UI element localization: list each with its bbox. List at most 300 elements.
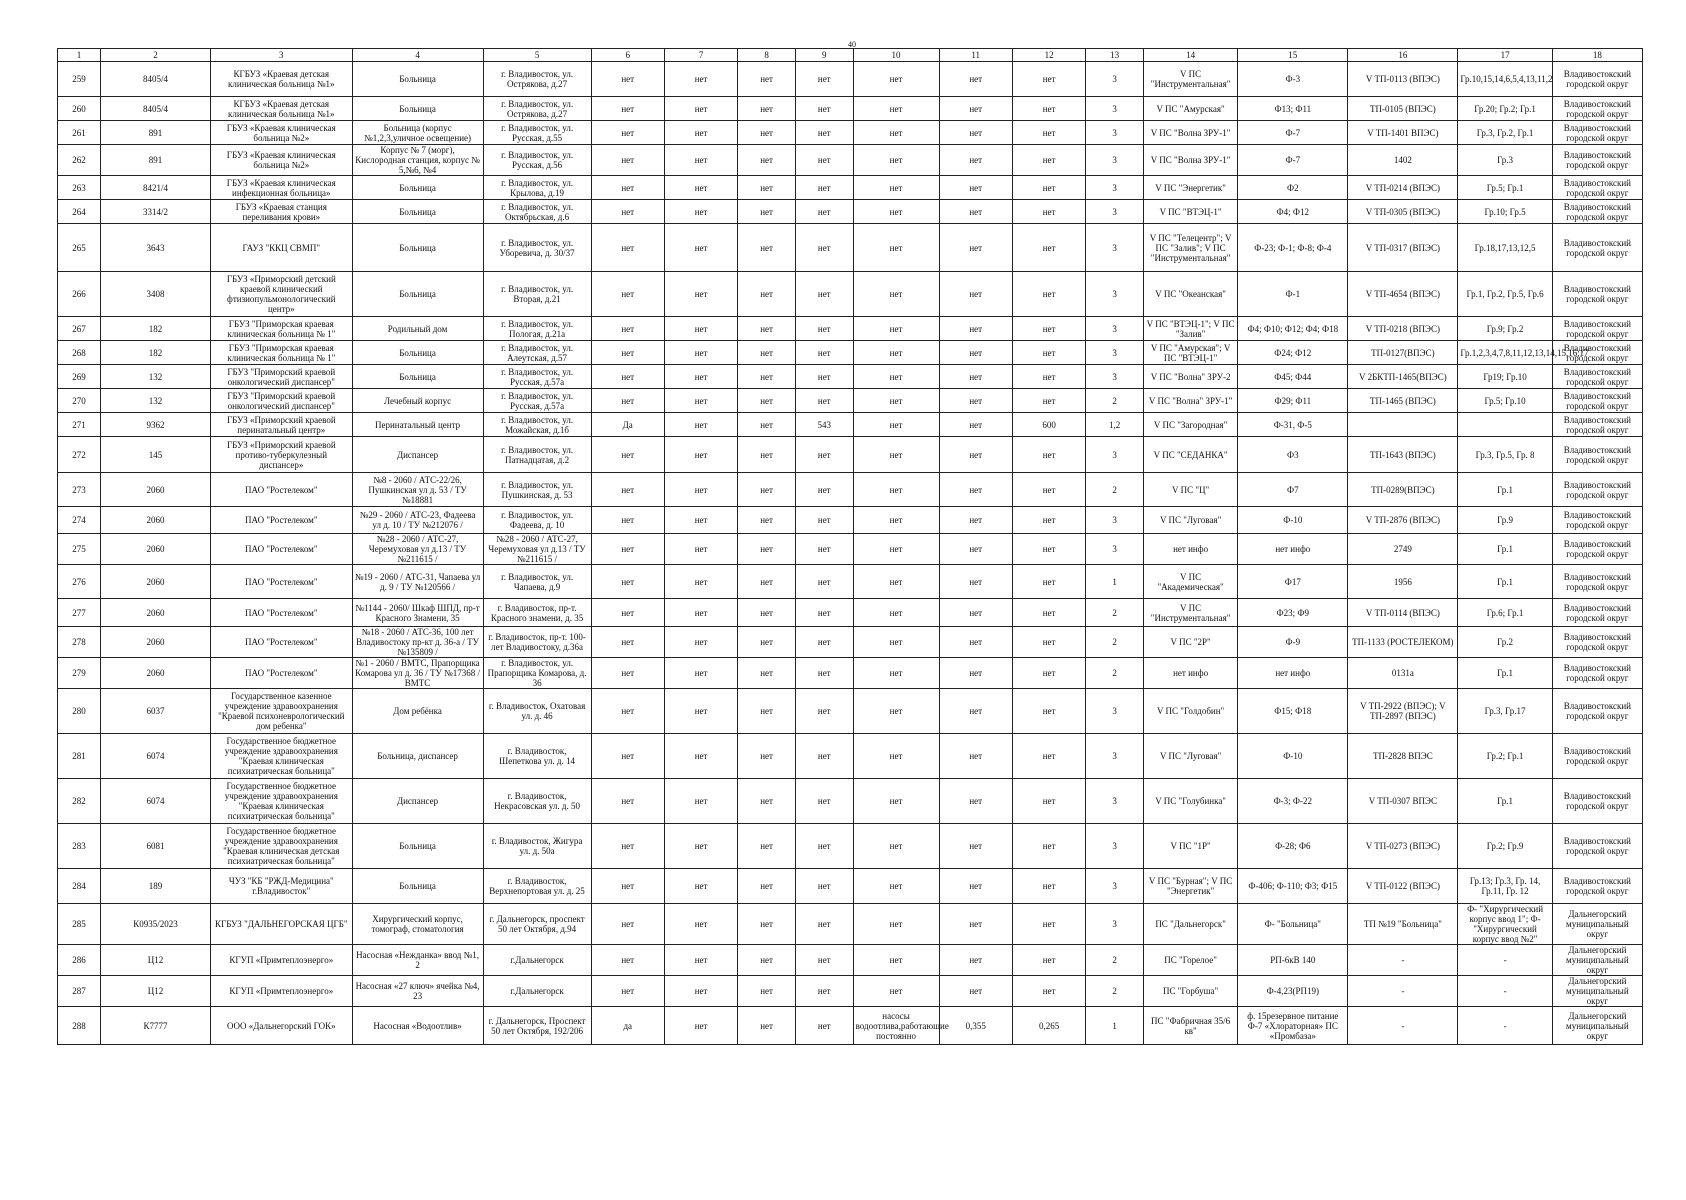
table-row: [58, 389, 1643, 413]
table-cell: Государственное бюджетное учреждение здравоохранения "Краевая клиническая детская психиатрическая больница": [211, 824, 353, 869]
table-cell: нет: [738, 779, 796, 824]
table-cell: Больница: [352, 341, 483, 365]
table-cell: 286: [58, 945, 101, 976]
table-cell: 3: [1086, 224, 1144, 272]
table-cell: Гр.5; Гр.1: [1458, 176, 1552, 200]
table-cell: Гр.3, Гр.17: [1458, 689, 1552, 734]
table-cell: нет: [939, 341, 1012, 365]
table-cell: Гр.13; Гр.3, Гр. 14, Гр.11, Гр. 12: [1458, 869, 1552, 904]
table-cell: 2060: [100, 627, 210, 658]
table-cell: 281: [58, 734, 101, 779]
table-cell: 2060: [100, 565, 210, 599]
table-cell: 2060: [100, 658, 210, 689]
column-number-header: 2: [100, 49, 210, 62]
table-cell: г. Владивосток, ул. Уборевича, д. 30/37: [483, 224, 591, 272]
table-cell: 266: [58, 272, 101, 317]
table-cell: г.Дальнегорск: [483, 945, 591, 976]
table-cell: Ф-28; Ф6: [1238, 824, 1348, 869]
table-cell: нет: [853, 224, 939, 272]
table-cell: нет: [591, 734, 664, 779]
table-cell: нет: [591, 627, 664, 658]
table-cell: нет: [939, 389, 1012, 413]
table-cell: V ТП-4654 (ВПЭС): [1348, 272, 1458, 317]
table-cell: V ПС "2Р": [1143, 627, 1237, 658]
column-number-header: 5: [483, 49, 591, 62]
table-cell: V ПС "Волна" ЗРУ-2: [1143, 365, 1237, 389]
table-cell: нет: [591, 779, 664, 824]
table-cell: 268: [58, 341, 101, 365]
table-cell: Владивостокский городской округ: [1552, 689, 1642, 734]
table-cell: 262: [58, 145, 101, 176]
table-cell: 263: [58, 176, 101, 200]
table-cell: Больница: [352, 62, 483, 97]
table-cell: нет: [795, 365, 853, 389]
table-cell: Корпус № 7 (морг), Кислородная станция, корпус № 5,№6, №4: [352, 145, 483, 176]
table-row: [58, 658, 1643, 689]
table-cell: нет: [853, 627, 939, 658]
table-cell: нет: [738, 145, 796, 176]
table-cell: нет: [853, 904, 939, 945]
table-row: [58, 534, 1643, 565]
table-cell: ПАО "Ростелеком": [211, 473, 353, 507]
table-cell: 3: [1086, 779, 1144, 824]
table-cell: 3: [1086, 904, 1144, 945]
table-cell: Владивостокский городской округ: [1552, 599, 1642, 627]
table-cell: г. Владивосток, Охатовая ул. д. 46: [483, 689, 591, 734]
table-cell: Гр.2; Гр.1: [1458, 734, 1552, 779]
table-cell: 264: [58, 200, 101, 224]
table-cell: 2: [1086, 599, 1144, 627]
column-number-header: 10: [853, 49, 939, 62]
table-cell: 285: [58, 904, 101, 945]
table-cell: Гр.1: [1458, 534, 1552, 565]
table-cell: нет: [939, 869, 1012, 904]
table-cell: нет: [1012, 627, 1085, 658]
table-cell: г. Владивосток, ул. Русская, д.55: [483, 121, 591, 145]
table-cell: Владивостокский городской округ: [1552, 341, 1642, 365]
table-cell: ПАО "Ростелеком": [211, 627, 353, 658]
table-cell: -: [1458, 945, 1552, 976]
table-cell: V ТП-0113 (ВПЭС): [1348, 62, 1458, 97]
table-row: [58, 507, 1643, 534]
table-cell: нет: [591, 341, 664, 365]
table-cell: нет: [1012, 272, 1085, 317]
table-cell: нет: [591, 976, 664, 1007]
table-cell: нет: [591, 565, 664, 599]
table-cell: нет: [738, 565, 796, 599]
table-cell: ПС "Фабричная 35/6 кв": [1143, 1007, 1237, 1045]
table-cell: V ПС "Луговая": [1143, 734, 1237, 779]
table-cell: нет: [795, 565, 853, 599]
table-cell: КГУП «Примтеплоэнерго»: [211, 945, 353, 976]
table-cell: нет: [853, 341, 939, 365]
table-cell: 6081: [100, 824, 210, 869]
table-cell: нет: [795, 976, 853, 1007]
table-cell: нет: [738, 904, 796, 945]
table-cell: нет: [939, 272, 1012, 317]
table-row: [58, 365, 1643, 389]
table-cell: нет: [664, 824, 737, 869]
table-cell: Да: [591, 413, 664, 437]
table-cell: Владивостокский городской округ: [1552, 62, 1642, 97]
table-cell: нет: [939, 945, 1012, 976]
table-cell: КГБУЗ "ДАЛЬНЕГОРСКАЯ ЦГБ": [211, 904, 353, 945]
table-cell: V 2БКТП-1465(ВПЭС): [1348, 365, 1458, 389]
table-cell: РП-6кВ 140: [1238, 945, 1348, 976]
table-cell: нет: [853, 976, 939, 1007]
table-cell: нет: [795, 945, 853, 976]
table-cell: Владивостокский городской округ: [1552, 176, 1642, 200]
table-cell: Больница (корпус №1,2,3,уличное освещение): [352, 121, 483, 145]
table-cell: ГБУЗ «Приморский детский краевой клинический фтизиопульмонологический центр»: [211, 272, 353, 317]
table-row: [58, 437, 1643, 473]
table-cell: Ф-9: [1238, 627, 1348, 658]
table-cell: Ф-31, Ф-5: [1238, 413, 1348, 437]
table-cell: 3: [1086, 121, 1144, 145]
table-cell: нет: [939, 734, 1012, 779]
table-cell: ЧУЗ "КБ "РЖД-Медицина" г.Владивосток": [211, 869, 353, 904]
table-row: [58, 945, 1643, 976]
table-cell: Лечебный корпус: [352, 389, 483, 413]
column-number-header: 11: [939, 49, 1012, 62]
column-number-header: 14: [1143, 49, 1237, 62]
table-cell: нет: [591, 473, 664, 507]
table-cell: нет: [853, 507, 939, 534]
table-cell: Гр.9: [1458, 507, 1552, 534]
table-cell: 1956: [1348, 565, 1458, 599]
table-cell: г. Владивосток, ул. Вторая, д.21: [483, 272, 591, 317]
table-cell: 0,265: [1012, 1007, 1085, 1045]
table-cell: 276: [58, 565, 101, 599]
table-cell: V ПС "Энергетик": [1143, 176, 1237, 200]
table-cell: нет: [1012, 145, 1085, 176]
table-cell: нет: [738, 341, 796, 365]
table-cell: 182: [100, 317, 210, 341]
table-cell: 6074: [100, 779, 210, 824]
table-row: [58, 145, 1643, 176]
table-cell: нет: [939, 200, 1012, 224]
column-number-header: 6: [591, 49, 664, 62]
table-cell: 3314/2: [100, 200, 210, 224]
table-cell: V ПС "Волна ЗРУ-1": [1143, 121, 1237, 145]
table-cell: 267: [58, 317, 101, 341]
table-cell: г. Владивосток, ул. Пологая, д.21а: [483, 317, 591, 341]
table-cell: нет: [591, 365, 664, 389]
table-cell: 287: [58, 976, 101, 1007]
table-cell: нет: [1012, 779, 1085, 824]
table-cell: г. Владивосток, ул. Чапаева, д.9: [483, 565, 591, 599]
table-cell: нет: [664, 97, 737, 121]
table-cell: нет: [1012, 62, 1085, 97]
column-number-header: 12: [1012, 49, 1085, 62]
table-cell: нет: [738, 224, 796, 272]
table-cell: нет: [795, 869, 853, 904]
table-cell: г. Владивосток, Жигура ул. д. 50а: [483, 824, 591, 869]
table-cell: Ф4; Ф12: [1238, 200, 1348, 224]
table-cell: нет: [591, 272, 664, 317]
table-cell: 2: [1086, 976, 1144, 1007]
table-cell: г. Владивосток, пр-т. Красного знамени, д. 35: [483, 599, 591, 627]
table-cell: нет: [1012, 200, 1085, 224]
table-cell: Ф24; Ф12: [1238, 341, 1348, 365]
table-cell: Дальнегорский муниципальный округ: [1552, 976, 1642, 1007]
table-cell: -: [1348, 945, 1458, 976]
table-cell: нет: [591, 62, 664, 97]
table-cell: нет: [664, 176, 737, 200]
table-cell: №1 - 2060 / ВМТС, Прапорщика Комарова ул д. 36 / ТУ №17368 / ВМТС: [352, 658, 483, 689]
table-cell: Насосная «Нежданка» ввод №1, 2: [352, 945, 483, 976]
table-cell: г. Владивосток, ул. Патнадцатая, д.2: [483, 437, 591, 473]
table-cell: Родильный дом: [352, 317, 483, 341]
table-cell: нет: [738, 1007, 796, 1045]
table-cell: -: [1348, 1007, 1458, 1045]
table-cell: нет: [853, 200, 939, 224]
table-cell: нет: [795, 121, 853, 145]
table-cell: нет инфо: [1238, 534, 1348, 565]
table-cell: Больница, диспансер: [352, 734, 483, 779]
table-cell: Насосная «Водоотлив»: [352, 1007, 483, 1045]
table-cell: 3: [1086, 437, 1144, 473]
column-number-header: 15: [1238, 49, 1348, 62]
table-cell: нет: [939, 779, 1012, 824]
table-cell: нет: [738, 658, 796, 689]
table-cell: V ТП-0114 (ВПЭС): [1348, 599, 1458, 627]
table-cell: ТП №19 "Больница": [1348, 904, 1458, 945]
table-cell: нет: [795, 473, 853, 507]
table-cell: ПАО "Ростелеком": [211, 534, 353, 565]
table-cell: нет: [853, 62, 939, 97]
table-cell: нет: [664, 272, 737, 317]
table-cell: 279: [58, 658, 101, 689]
table-cell: Владивостокский городской округ: [1552, 121, 1642, 145]
table-cell: 1,2: [1086, 413, 1144, 437]
table-cell: 600: [1012, 413, 1085, 437]
table-cell: Ф4; Ф10; Ф12; Ф4; Ф18: [1238, 317, 1348, 341]
table-cell: 261: [58, 121, 101, 145]
table-cell: нет: [853, 176, 939, 200]
table-row: [58, 62, 1643, 97]
table-cell: 891: [100, 145, 210, 176]
table-cell: Ф-406; Ф-110; Ф3; Ф15: [1238, 869, 1348, 904]
table-cell: 272: [58, 437, 101, 473]
table-cell: 3: [1086, 869, 1144, 904]
table-cell: нет: [853, 121, 939, 145]
table-cell: нет: [664, 869, 737, 904]
table-cell: Ф-23; Ф-1; Ф-8; Ф-4: [1238, 224, 1348, 272]
table-cell: Перинатальный центр: [352, 413, 483, 437]
table-cell: нет: [738, 413, 796, 437]
table-cell: нет: [1012, 317, 1085, 341]
table-cell: Владивостокский городской округ: [1552, 779, 1642, 824]
table-cell: ТП-2828 ВПЭС: [1348, 734, 1458, 779]
table-cell: ПС "Горелое": [1143, 945, 1237, 976]
table-cell: нет: [853, 658, 939, 689]
table-cell: Владивостокский городской округ: [1552, 413, 1642, 437]
table-cell: нет: [1012, 507, 1085, 534]
table-cell: г. Владивосток, ул. Русская, д.57а: [483, 365, 591, 389]
table-cell: 271: [58, 413, 101, 437]
column-number-header: 18: [1552, 49, 1642, 62]
table-cell: нет: [1012, 869, 1085, 904]
table-cell: Ф13; Ф11: [1238, 97, 1348, 121]
table-cell: нет: [1012, 658, 1085, 689]
table-cell: V ПС "СЕДАНКА": [1143, 437, 1237, 473]
table-cell: нет инфо: [1238, 658, 1348, 689]
table-cell: 8421/4: [100, 176, 210, 200]
table-cell: Ф17: [1238, 565, 1348, 599]
table-cell: нет: [664, 200, 737, 224]
table-cell: нет: [1012, 904, 1085, 945]
table-cell: Больница: [352, 97, 483, 121]
table-cell: Больница: [352, 200, 483, 224]
table-cell: нет: [795, 689, 853, 734]
table-cell: ТП-1465 (ВПЭС): [1348, 389, 1458, 413]
table-cell: Государственное бюджетное учреждение здравоохранения "Краевая клиническая психиатрическая больница": [211, 734, 353, 779]
table-cell: ТП-0289(ВПЭС): [1348, 473, 1458, 507]
table-cell: нет: [664, 1007, 737, 1045]
table-row: [58, 473, 1643, 507]
table-cell: 132: [100, 389, 210, 413]
table-cell: Владивостокский городской округ: [1552, 437, 1642, 473]
table-cell: нет: [738, 365, 796, 389]
table-cell: нет: [795, 507, 853, 534]
table-row: [58, 824, 1643, 869]
table-cell: Гр.1: [1458, 565, 1552, 599]
table-cell: г. Владивосток, ул. Русская, д.57а: [483, 389, 591, 413]
table-cell: г. Дальнегорск, Проспект 50 лет Октября, 192/206: [483, 1007, 591, 1045]
table-cell: нет: [738, 317, 796, 341]
table-cell: нет: [1012, 565, 1085, 599]
table-cell: нет: [853, 413, 939, 437]
table-cell: ГБУЗ «Приморский краевой перинатальный центр»: [211, 413, 353, 437]
table-cell: ГБУЗ «Краевая станция переливания крови»: [211, 200, 353, 224]
table-cell: 260: [58, 97, 101, 121]
table-cell: 2: [1086, 389, 1144, 413]
table-cell: V ТП-0317 (ВПЭС): [1348, 224, 1458, 272]
table-cell: нет: [664, 437, 737, 473]
table-cell: нет: [591, 200, 664, 224]
table-cell: насосы водоотлива,работающие постоянно: [853, 1007, 939, 1045]
table-cell: 1402: [1348, 145, 1458, 176]
table-cell: нет: [591, 145, 664, 176]
table-row: [58, 904, 1643, 945]
table-row: [58, 1007, 1643, 1045]
table-cell: Ф23; Ф9: [1238, 599, 1348, 627]
table-cell: г. Владивосток, ул. Пушкинская, д. 53: [483, 473, 591, 507]
table-cell: Хирургический корпус, томограф, стоматология: [352, 904, 483, 945]
table-cell: нет: [738, 824, 796, 869]
table-cell: нет: [664, 507, 737, 534]
table-cell: Дальнегорский муниципальный округ: [1552, 945, 1642, 976]
table-cell: Владивостокский городской округ: [1552, 565, 1642, 599]
table-cell: V ТП-2922 (ВПЭС); V ТП-2897 (ВПЭС): [1348, 689, 1458, 734]
table-cell: 265: [58, 224, 101, 272]
table-cell: нет: [795, 224, 853, 272]
table-cell: нет: [591, 121, 664, 145]
table-cell: 2060: [100, 507, 210, 534]
table-cell: нет: [853, 779, 939, 824]
table-cell: нет: [853, 272, 939, 317]
table-cell: г. Владивосток, Некрасовская ул. д. 50: [483, 779, 591, 824]
table-cell: 288: [58, 1007, 101, 1045]
table-cell: 2: [1086, 945, 1144, 976]
table-cell: нет: [591, 176, 664, 200]
table-cell: ТП-1133 (РОСТЕЛЕКОМ): [1348, 627, 1458, 658]
table-cell: V ТП-0218 (ВПЭС): [1348, 317, 1458, 341]
table-cell: 189: [100, 869, 210, 904]
table-cell: КГБУЗ «Краевая детская клиническая больница №1»: [211, 97, 353, 121]
table-cell: ТП-0127(ВПЭС): [1348, 341, 1458, 365]
table-cell: нет: [853, 824, 939, 869]
table-cell: нет: [738, 437, 796, 473]
table-cell: нет: [738, 473, 796, 507]
table-cell: нет: [591, 689, 664, 734]
table-cell: ГБУЗ "Приморский краевой онкологический диспансер": [211, 389, 353, 413]
table-cell: ТП-0105 (ВПЭС): [1348, 97, 1458, 121]
table-cell: нет: [853, 145, 939, 176]
table-cell: Ф-3; Ф-22: [1238, 779, 1348, 824]
column-number-header: 1: [58, 49, 101, 62]
table-cell: Больница: [352, 365, 483, 389]
table-cell: ПАО "Ростелеком": [211, 565, 353, 599]
table-cell: нет: [738, 97, 796, 121]
table-cell: нет: [795, 62, 853, 97]
table-cell: нет: [738, 62, 796, 97]
table-cell: ПАО "Ростелеком": [211, 658, 353, 689]
table-cell: нет: [853, 389, 939, 413]
table-row: [58, 97, 1643, 121]
table-cell: ПС "Горбуша": [1143, 976, 1237, 1007]
table-cell: нет: [664, 62, 737, 97]
table-cell: Гр.1,2,3,4,7,8,11,12,13,14,15,16,17: [1458, 341, 1552, 365]
table-cell: Владивостокский городской округ: [1552, 317, 1642, 341]
table-cell: 2060: [100, 473, 210, 507]
table-cell: 132: [100, 365, 210, 389]
table-cell: нет: [1012, 176, 1085, 200]
table-cell: нет: [939, 437, 1012, 473]
table-cell: нет: [939, 97, 1012, 121]
table-cell: г. Владивосток, пр-т. 100-лет Владивостоку, д.36а: [483, 627, 591, 658]
table-cell: г.Дальнегорск: [483, 976, 591, 1007]
table-cell: 8405/4: [100, 97, 210, 121]
table-cell: 284: [58, 869, 101, 904]
table-row: [58, 976, 1643, 1007]
table-cell: №18 - 2060 / АТС-36, 100 лет Владивостоку пр-кт д. 36-а / ТУ №135809 /: [352, 627, 483, 658]
table-cell: нет: [939, 599, 1012, 627]
table-cell: г. Владивосток, ул. Алеутская, д.57: [483, 341, 591, 365]
table-cell: Ф-10: [1238, 734, 1348, 779]
table-cell: нет: [664, 413, 737, 437]
table-cell: нет: [795, 176, 853, 200]
table-cell: [1348, 413, 1458, 437]
table-cell: №28 - 2060 / АТС-27, Черемуховая ул д.13 / ТУ №211615 /: [352, 534, 483, 565]
table-cell: нет: [664, 689, 737, 734]
table-row: [58, 121, 1643, 145]
table-cell: V ПС "Волна" ЗРУ-1": [1143, 389, 1237, 413]
table-cell: Владивостокский городской округ: [1552, 869, 1642, 904]
table-cell: нет: [795, 1007, 853, 1045]
table-cell: 3: [1086, 507, 1144, 534]
table-cell: нет: [664, 341, 737, 365]
table-cell: Владивостокский городской округ: [1552, 824, 1642, 869]
table-cell: нет: [738, 945, 796, 976]
table-cell: 3: [1086, 341, 1144, 365]
table-cell: 2: [1086, 627, 1144, 658]
table-cell: нет: [591, 599, 664, 627]
table-cell: нет: [795, 534, 853, 565]
table-cell: Гр.10,15,14,6,5,4,13,11,2: [1458, 62, 1552, 97]
table-cell: нет: [591, 437, 664, 473]
